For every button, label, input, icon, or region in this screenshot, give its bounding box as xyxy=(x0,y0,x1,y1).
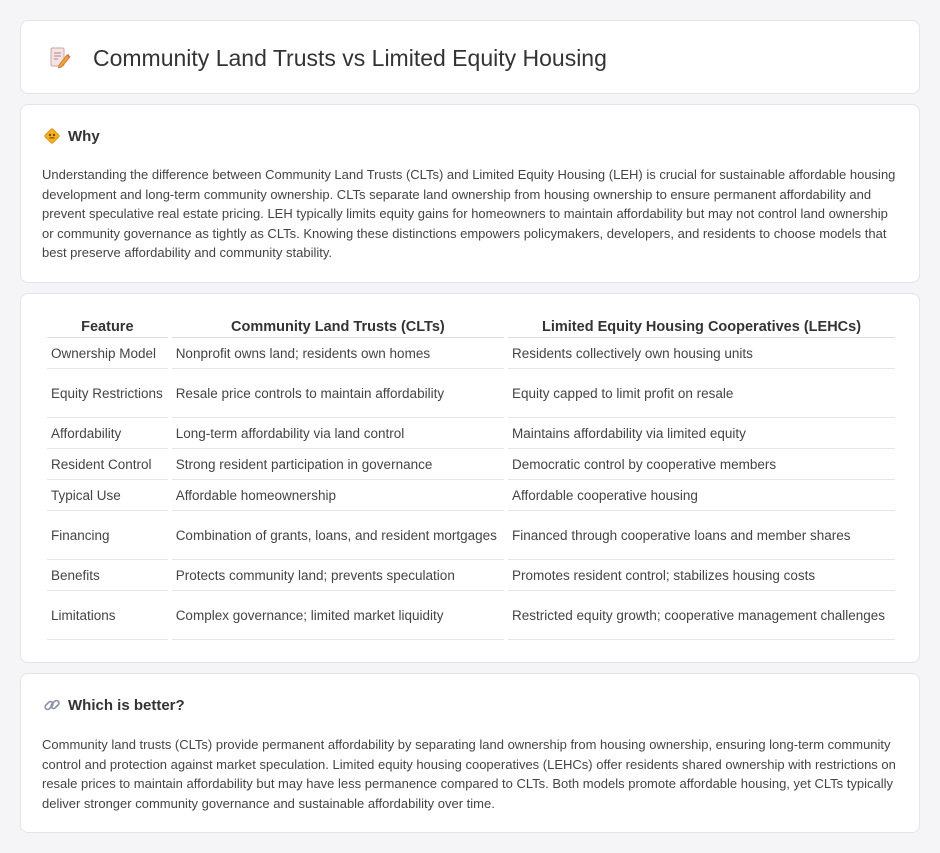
clt-cell: Protects community land; prevents speculation xyxy=(172,560,504,591)
feature-cell: Financing xyxy=(47,511,168,560)
why-section xyxy=(20,104,920,283)
clt-cell: Complex governance; limited market liquidity xyxy=(172,591,504,640)
column-header-lehc: Limited Equity Housing Cooperatives (LEHCs) xyxy=(508,317,895,338)
comparison-section xyxy=(20,293,920,663)
diamond-sign-icon xyxy=(43,127,61,145)
why-title: Why xyxy=(68,127,100,145)
title-card xyxy=(20,20,920,94)
page-title: Community Land Trusts vs Limited Equity Housing xyxy=(93,45,607,71)
clt-cell: Long-term affordability via land control xyxy=(172,418,504,449)
why-paragraph: Understanding the difference between Community Land Trusts (CLTs) and Limited Equity Housing (LEH) is crucial for sustainable affordable housing development and long-term community ownership. CLTs separate land ownership from housing ownership to ensure permanent affordability and prevent speculative real estate pricing. LEH typically limits equity gains for homeowners to maintain affordability but may not control land ownership or community governance as tightly as CLTs. Knowing these distinctions empowers policymakers, developers, and residents to choose models that best preserve affordability and community stability. xyxy=(42,167,896,260)
clt-cell: Strong resident participation in governance xyxy=(172,449,504,480)
table-row xyxy=(47,511,895,560)
table-row xyxy=(47,418,895,449)
lehc-cell: Residents collectively own housing units xyxy=(508,338,895,369)
feature-cell: Resident Control xyxy=(47,449,168,480)
column-header-feature: Feature xyxy=(47,317,168,338)
lehc-cell: Financed through cooperative loans and member shares xyxy=(508,511,895,560)
better-paragraph: Community land trusts (CLTs) provide permanent affordability by separating land ownership from housing ownership, ensuring long-term community control and protection against market speculation. Limited equity housing cooperatives (LEHCs) offer residents shared ownership with restrictions on resale prices to maintain affordability but may have less permanence compared to CLTs. Both models promote affordable housing, yet CLTs typically deliver stronger community governance and sustainable affordability over time. xyxy=(42,737,896,811)
feature-cell: Equity Restrictions xyxy=(47,369,168,418)
table-row xyxy=(47,591,895,640)
table-row xyxy=(47,338,895,369)
clt-cell: Combination of grants, loans, and resident mortgages xyxy=(172,511,504,560)
better-heading xyxy=(43,696,185,714)
lehc-cell: Restricted equity growth; cooperative management challenges xyxy=(508,591,895,640)
lehc-cell: Promotes resident control; stabilizes housing costs xyxy=(508,560,895,591)
lehc-cell: Affordable cooperative housing xyxy=(508,480,895,511)
table-row xyxy=(47,369,895,418)
comparison-table xyxy=(43,317,899,640)
feature-cell: Affordability xyxy=(47,418,168,449)
table-row xyxy=(47,560,895,591)
clt-cell: Affordable homeownership xyxy=(172,480,504,511)
lehc-cell: Equity capped to limit profit on resale xyxy=(508,369,895,418)
which-is-better-section xyxy=(20,673,920,833)
table-row xyxy=(47,480,895,511)
feature-cell: Ownership Model xyxy=(47,338,168,369)
table-row xyxy=(47,449,895,480)
link-icon xyxy=(43,696,61,714)
table-header-row xyxy=(47,317,895,338)
better-title: Which is better? xyxy=(68,696,185,714)
clt-cell: Resale price controls to maintain affordability xyxy=(172,369,504,418)
feature-cell: Limitations xyxy=(47,591,168,640)
document-pencil-icon xyxy=(47,46,71,70)
lehc-cell: Maintains affordability via limited equity xyxy=(508,418,895,449)
feature-cell: Benefits xyxy=(47,560,168,591)
feature-cell: Typical Use xyxy=(47,480,168,511)
lehc-cell: Democratic control by cooperative members xyxy=(508,449,895,480)
why-heading xyxy=(43,127,100,145)
clt-cell: Nonprofit owns land; residents own homes xyxy=(172,338,504,369)
column-header-clt: Community Land Trusts (CLTs) xyxy=(172,317,504,338)
